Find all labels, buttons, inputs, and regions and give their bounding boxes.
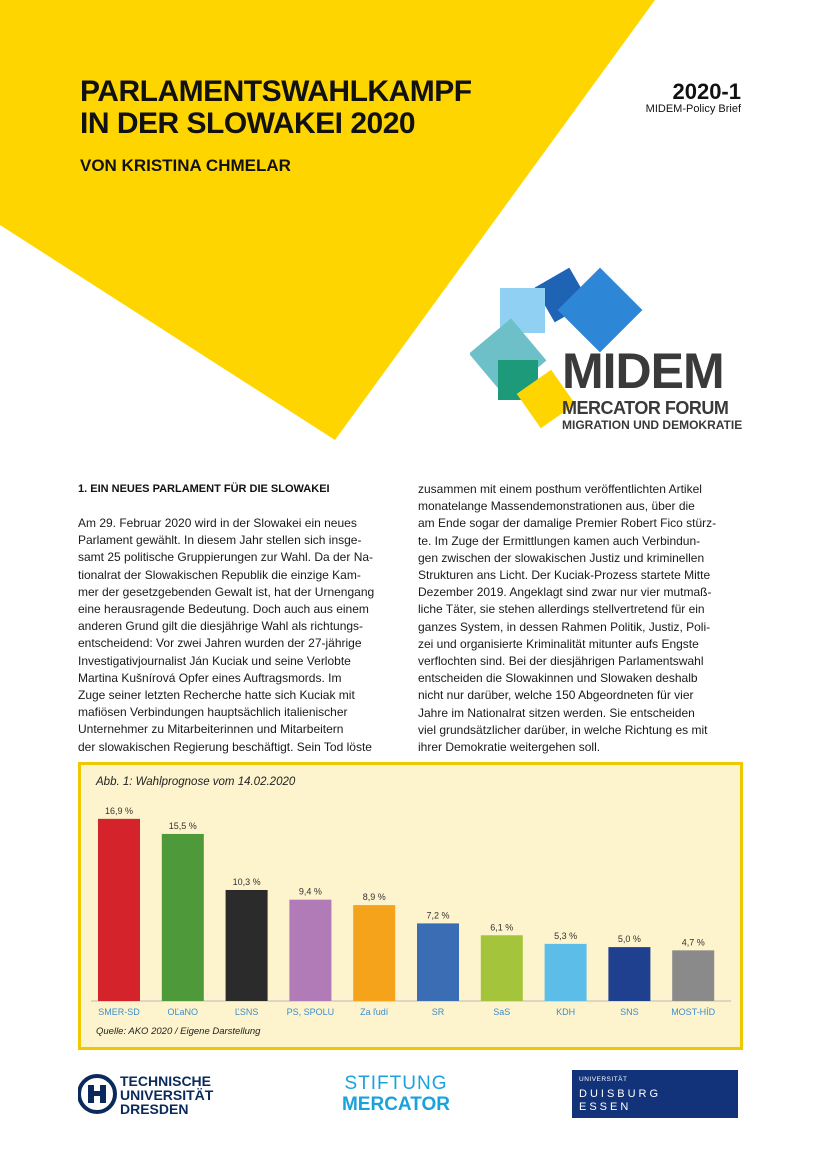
body-text-line: Parlament gewählt. In diesem Jahr stellen sich insge- bbox=[78, 533, 362, 548]
ude-duisburg-text: DUISBURG bbox=[579, 1088, 662, 1100]
tud-line-2: UNIVERSITÄT bbox=[120, 1087, 214, 1103]
bar-2 bbox=[226, 890, 268, 1001]
body-column-left bbox=[78, 515, 400, 756]
body-text-line: Am 29. Februar 2020 wird in der Slowakei ein neues bbox=[78, 516, 357, 530]
mercator-text: MERCATOR bbox=[341, 1094, 451, 1115]
ude-essen-text: ESSEN bbox=[579, 1101, 632, 1113]
ude-small-text: UNIVERSITÄT bbox=[579, 1076, 628, 1083]
category-label: KDH bbox=[556, 1007, 576, 1017]
body-text-line: der slowakischen Regierung beschäftigt. Sein Tod löste bbox=[78, 739, 372, 754]
category-label: MOST-HÍD bbox=[671, 1007, 716, 1017]
title-line-1: PARLAMENTSWAHLKAMPF bbox=[80, 75, 472, 108]
bar-0 bbox=[98, 819, 140, 1001]
title-line-2: IN DER SLOWAKEI 2020 bbox=[80, 107, 416, 140]
tu-dresden-name bbox=[120, 1074, 213, 1116]
bar-value-label: 8,9 % bbox=[362, 892, 386, 903]
bar-3 bbox=[289, 900, 331, 1001]
body-text-line: Martina Kušnírová Opfer eines Auftragsmords. Im bbox=[78, 670, 342, 685]
chart-title: Abb. 1: Wahlprognose vom 14.02.2020 bbox=[96, 776, 296, 788]
issue-number: 2020-1 bbox=[672, 79, 741, 104]
body-text-line: samt 25 politische Gruppierungen zur Wahl. Da der Na- bbox=[78, 550, 374, 565]
midem-subtitle-2: MIGRATION UND DEMOKRATIE bbox=[562, 418, 743, 432]
category-label: Za ľudí bbox=[360, 1007, 389, 1017]
category-label: PS, SPOLU bbox=[286, 1007, 335, 1017]
tud-line-1: TECHNISCHE bbox=[120, 1073, 212, 1089]
bar-9 bbox=[672, 950, 714, 1001]
bar-value-label: 15,5 % bbox=[168, 820, 197, 831]
category-label: SMER-SD bbox=[98, 1007, 140, 1017]
body-text-line: monatelange Massendemonstrationen aus, über die bbox=[418, 499, 695, 514]
body-text-line: verflochten sind. Bei der diesjährigen Parlamentswahl bbox=[418, 654, 704, 669]
stiftung-text: STIFTUNG bbox=[344, 1073, 448, 1094]
bar-value-label: 5,0 % bbox=[617, 934, 641, 945]
bar-chart bbox=[81, 790, 741, 1026]
bar-value-label: 16,9 % bbox=[104, 805, 134, 816]
body-text-line: mer der gesetzgebenden Gewalt ist, hat der Urnengang bbox=[78, 584, 375, 599]
bar-1 bbox=[162, 834, 204, 1001]
body-text-line: ganzes System, in dessen Rahmen Politik, Justiz, Poli- bbox=[418, 619, 711, 634]
bar-6 bbox=[481, 935, 523, 1001]
series-label: MIDEM-Policy Brief bbox=[645, 103, 741, 115]
body-text-line: gen zwischen der slowakischen Justiz und kriminellen bbox=[418, 550, 705, 565]
body-column-right bbox=[418, 481, 740, 756]
body-text-line: Dezember 2019. Angeklagt sind zwar nur vier mutmaß- bbox=[418, 585, 712, 600]
body-text-line: entscheidend: Vor zwei Jahren wurden der 27-jährige bbox=[78, 636, 362, 651]
midem-subtitle-1: MERCATOR FORUM bbox=[562, 398, 729, 418]
category-label: OĽaNO bbox=[167, 1007, 199, 1017]
bar-value-label: 6,1 % bbox=[490, 922, 514, 933]
bar-value-label: 4,7 % bbox=[681, 937, 705, 948]
body-text-line: entscheiden die Slowakinnen und Slowaken deshalb bbox=[418, 671, 698, 686]
body-text-line: viel grundsätzlicher darüber, in welche Richtung es mit bbox=[418, 722, 708, 737]
body-text-line: Zuge seiner letzten Recherche hatte sich Kuciak mit bbox=[78, 688, 355, 703]
bar-8 bbox=[608, 947, 650, 1001]
bar-value-label: 9,4 % bbox=[298, 886, 322, 897]
bar-value-label: 10,3 % bbox=[232, 876, 261, 887]
body-text-line: liche Täter, sie stehen allerdings stellvertretend für ein bbox=[418, 602, 705, 617]
bar-value-label: 5,3 % bbox=[554, 930, 578, 941]
bar-5 bbox=[417, 923, 459, 1001]
page-title bbox=[80, 76, 472, 140]
bar-4 bbox=[353, 905, 395, 1001]
chart-source: Quelle: AKO 2020 / Eigene Darstellung bbox=[96, 1026, 261, 1037]
body-text-line: nicht nur darüber, welche 150 Abgeordneten für vier bbox=[418, 688, 694, 703]
author-line: VON KRISTINA CHMELAR bbox=[80, 156, 291, 175]
bar-7 bbox=[545, 944, 587, 1001]
category-label: ĽSNS bbox=[234, 1007, 259, 1017]
body-text-line: anderen Grund gilt die diesjährige Wahl als richtungs- bbox=[78, 619, 364, 634]
body-text-line: tionalrat der Slowakischen Republik die einzige Kam- bbox=[78, 567, 361, 582]
bar-value-label: 7,2 % bbox=[426, 910, 450, 921]
body-text-line: ihrer Demokratie weitergehen soll. bbox=[418, 740, 601, 755]
body-text-line: mafiösen Verbindungen hauptsächlich italienischer bbox=[78, 705, 348, 720]
body-text-line: te. Im Zuge der Ermittlungen kamen auch Verbindun- bbox=[418, 533, 701, 548]
body-text-line: eine herausragende Bedeutung. Doch auch aus einem bbox=[78, 602, 369, 617]
category-label: SaS bbox=[493, 1007, 511, 1017]
body-text-line: Investigativjournalist Ján Kuciak und seine Verlobte bbox=[78, 653, 351, 668]
category-label: SR bbox=[431, 1007, 445, 1017]
body-text-line: Jahre im Nationalrat sitzen werden. Sie entscheiden bbox=[418, 705, 695, 720]
category-label: SNS bbox=[620, 1007, 639, 1017]
section-heading: 1. EIN NEUES PARLAMENT FÜR DIE SLOWAKEI bbox=[78, 483, 330, 495]
body-text-line: zei und organisierte Kriminalität mitunter aufs Engste bbox=[418, 636, 699, 651]
midem-logo-text: MIDEM bbox=[562, 343, 724, 399]
body-text-line: zusammen mit einem posthum veröffentlichten Artikel bbox=[418, 482, 702, 496]
tud-line-3: DRESDEN bbox=[120, 1101, 189, 1117]
body-text-line: Unternehmer zu Mitarbeiterinnen und Mitarbeitern bbox=[78, 722, 344, 737]
body-text-line: am Ende sogar der damalige Premier Robert Fico stürz- bbox=[418, 516, 717, 531]
body-text-line: Strukturen ans Licht. Der Kuciak-Prozess startete Mitte bbox=[418, 568, 711, 583]
